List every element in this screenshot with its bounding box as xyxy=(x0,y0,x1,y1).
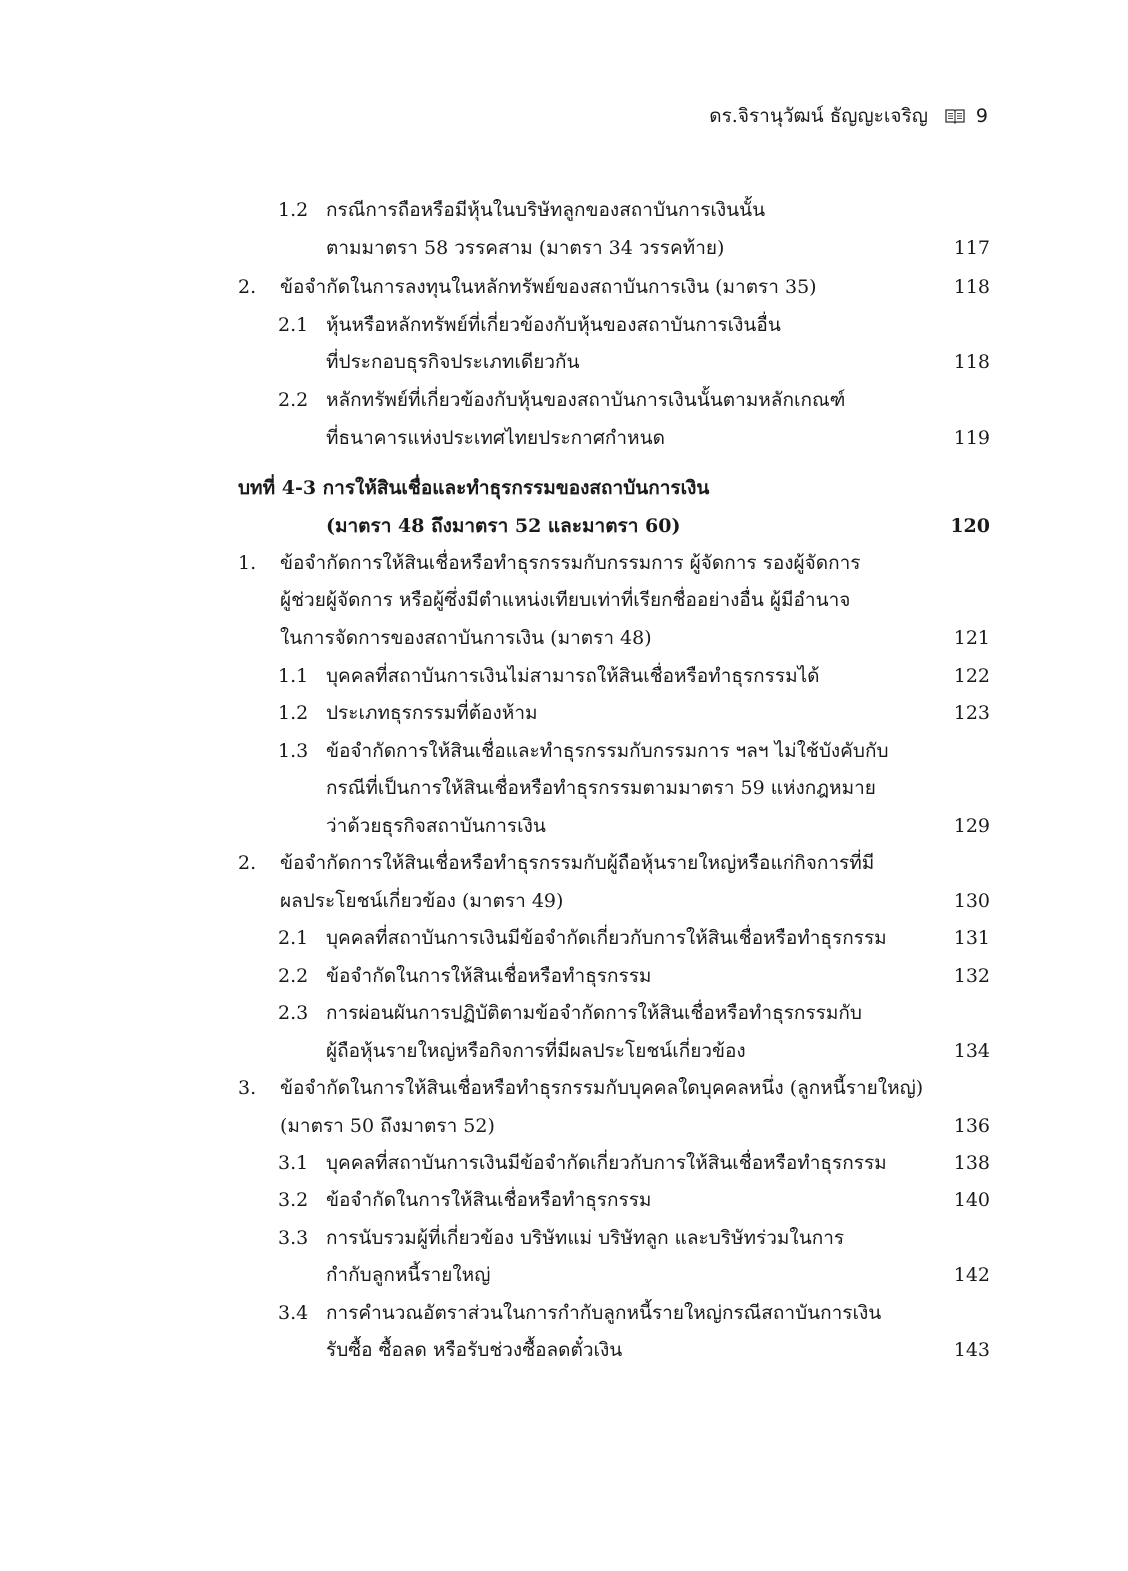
toc-entry-number: 3.2 xyxy=(278,1189,309,1211)
toc-entry-title: ข้อจำกัดการให้สินเชื่อและทำธุรกรรมกับกรรมการ ฯลฯ ไม่ใช้บังคับกับ xyxy=(326,740,889,762)
toc-entry xyxy=(0,1220,1128,1257)
toc-entry xyxy=(0,620,1128,657)
toc-entry xyxy=(0,420,1128,457)
toc-entry-title: ข้อจำกัดในการลงทุนในหลักทรัพย์ของสถาบันการเงิน (มาตรา 35) xyxy=(280,276,817,298)
toc-entry-title: ผู้ถือหุ้นรายใหญ่หรือกิจการที่มีผลประโยชน์เกี่ยวข้อง xyxy=(326,1040,746,1062)
toc-entry-page: 134 xyxy=(953,1040,990,1062)
toc-entry-number: 3.4 xyxy=(278,1302,309,1324)
toc-entry-title: ประเภทธุรกรรมที่ต้องห้าม xyxy=(326,702,538,724)
toc-entry-title: ที่ประกอบธุรกิจประเภทเดียวกัน xyxy=(326,351,580,373)
toc-entry-number: 2.1 xyxy=(278,927,309,949)
toc-entry-number: 1. xyxy=(238,552,257,574)
toc-entry-title: ข้อจำกัดในการให้สินเชื่อหรือทำธุรกรรมกับบุคคลใดบุคคลหนึ่ง (ลูกหนี้รายใหญ่) xyxy=(280,1077,924,1099)
chapter-page: 120 xyxy=(950,515,990,537)
toc-entry xyxy=(0,545,1128,582)
toc-entry-title: หลักทรัพย์ที่เกี่ยวข้องกับหุ้นของสถาบันการเงินนั้นตามหลักเกณฑ์ xyxy=(326,389,846,411)
toc-entry-number: 2.1 xyxy=(278,314,309,336)
toc-entry xyxy=(0,192,1128,229)
toc-entry-title: บุคคลที่สถาบันการเงินมีข้อจำกัดเกี่ยวกับการให้สินเชื่อหรือทำธุรกรรม xyxy=(326,927,887,949)
toc-entry-title: ข้อจำกัดการให้สินเชื่อหรือทำธุรกรรมกับกรรมการ ผู้จัดการ รองผู้จัดการ xyxy=(280,552,861,574)
toc-entry xyxy=(0,658,1128,695)
toc-entry xyxy=(0,1332,1128,1369)
toc-entry xyxy=(0,1295,1128,1332)
toc-entry xyxy=(0,695,1128,732)
toc-entry xyxy=(0,958,1128,995)
toc-entry-number: 1.2 xyxy=(278,199,309,221)
toc-entry xyxy=(0,307,1128,344)
toc-entry-title: หุ้นหรือหลักทรัพย์ที่เกี่ยวข้องกับหุ้นของสถาบันการเงินอื่น xyxy=(326,314,781,336)
toc-entry-page: 118 xyxy=(953,351,990,373)
toc-entry xyxy=(0,770,1128,807)
toc-entry-title: ที่ธนาคารแห่งประเทศไทยประกาศกำหนด xyxy=(326,427,665,449)
toc-entry-page: 129 xyxy=(953,815,990,837)
toc-entry-title: ผลประโยชน์เกี่ยวข้อง (มาตรา 49) xyxy=(280,890,564,912)
toc-entry-title: กรณีที่เป็นการให้สินเชื่อหรือทำธุรกรรมตามมาตรา 59 แห่งกฎหมาย xyxy=(326,777,876,799)
toc-entry-title: ในการจัดการของสถาบันการเงิน (มาตรา 48) xyxy=(280,627,652,649)
chapter-title: บทที่ 4-3 การให้สินเชื่อและทำธุรกรรมของสถาบันการเงิน xyxy=(238,477,710,499)
toc-entry xyxy=(0,1033,1128,1070)
toc-entry xyxy=(0,269,1128,306)
toc-entry-title: ผู้ช่วยผู้จัดการ หรือผู้ซึ่งมีตำแหน่งเทียบเท่าที่เรียกชื่ออย่างอื่น ผู้มีอำนาจ xyxy=(280,589,851,611)
page-number: 9 xyxy=(975,105,988,127)
toc-entry-page: 123 xyxy=(953,702,990,724)
toc-entry-page: 140 xyxy=(953,1189,990,1211)
toc-entry xyxy=(0,920,1128,957)
toc-entry xyxy=(0,1145,1128,1182)
toc-entry xyxy=(0,808,1128,845)
toc-entry-number: 2. xyxy=(238,276,257,298)
toc-entry-page: 138 xyxy=(953,1152,990,1174)
toc-entry-page: 130 xyxy=(953,890,990,912)
toc-entry-page: 136 xyxy=(953,1115,990,1137)
toc-entry-title: บุคคลที่สถาบันการเงินมีข้อจำกัดเกี่ยวกับการให้สินเชื่อหรือทำธุรกรรม xyxy=(326,1152,887,1174)
toc-entry-title: การคำนวณอัตราส่วนในการกำกับลูกหนี้รายใหญ่กรณีสถาบันการเงิน xyxy=(326,1302,882,1324)
toc-entry-title: ข้อจำกัดในการให้สินเชื่อหรือทำธุรกรรม xyxy=(326,1189,652,1211)
toc-entry-page: 142 xyxy=(953,1264,990,1286)
toc-entry-page: 117 xyxy=(953,237,990,259)
toc-entry-title: การผ่อนผันการปฏิบัติตามข้อจำกัดการให้สินเชื่อหรือทำธุรกรรมกับ xyxy=(326,1002,862,1024)
toc-entry xyxy=(0,582,1128,619)
toc-entry-page: 131 xyxy=(953,927,990,949)
toc-entry-number: 3.3 xyxy=(278,1227,309,1249)
toc-entry-number: 1.1 xyxy=(278,665,309,687)
toc-entry-title: ว่าด้วยธุรกิจสถาบันการเงิน xyxy=(326,815,546,837)
chapter-heading xyxy=(0,470,1128,507)
toc-entry xyxy=(0,382,1128,419)
toc-entry-page: 122 xyxy=(953,665,990,687)
running-header xyxy=(709,104,988,128)
toc-entry-number: 2.2 xyxy=(278,965,309,987)
toc-entry xyxy=(0,733,1128,770)
toc-entry-number: 1.2 xyxy=(278,702,309,724)
toc-entry xyxy=(0,995,1128,1032)
toc-entry-number: 2.3 xyxy=(278,1002,309,1024)
toc-entry xyxy=(0,1070,1128,1107)
toc-entry xyxy=(0,845,1128,882)
toc-entry xyxy=(0,230,1128,267)
chapter-subtitle: (มาตรา 48 ถึงมาตรา 52 และมาตรา 60) xyxy=(326,515,681,537)
toc-entry-title: รับซื้อ ซื้อลด หรือรับช่วงซื้อลดตั๋วเงิน xyxy=(326,1339,623,1361)
toc-entry-page: 118 xyxy=(953,276,990,298)
author-name: ดร.จิรานุวัฒน์ ธัญญะเจริญ xyxy=(709,105,928,127)
toc-entry-page: 143 xyxy=(953,1339,990,1361)
toc-entry-number: 3.1 xyxy=(278,1152,309,1174)
chapter-heading-continued xyxy=(0,508,1128,545)
toc-entry-page: 132 xyxy=(953,965,990,987)
toc-entry-title: กำกับลูกหนี้รายใหญ่ xyxy=(326,1264,491,1286)
toc-entry xyxy=(0,1182,1128,1219)
toc-entry-page: 121 xyxy=(953,627,990,649)
toc-entry-number: 2.2 xyxy=(278,389,309,411)
toc-entry-title: การนับรวมผู้ที่เกี่ยวข้อง บริษัทแม่ บริษัทลูก และบริษัทร่วมในการ xyxy=(326,1227,845,1249)
toc-entry-title: ข้อจำกัดการให้สินเชื่อหรือทำธุรกรรมกับผู้ถือหุ้นรายใหญ่หรือแก่กิจการที่มี xyxy=(280,852,875,874)
toc-entry-title: กรณีการถือหรือมีหุ้นในบริษัทลูกของสถาบันการเงินนั้น xyxy=(326,199,766,221)
toc-entry-number: 2. xyxy=(238,852,257,874)
toc-entry-title: ข้อจำกัดในการให้สินเชื่อหรือทำธุรกรรม xyxy=(326,965,652,987)
toc-entry xyxy=(0,344,1128,381)
toc-entry-number: 3. xyxy=(238,1077,257,1099)
toc-entry xyxy=(0,883,1128,920)
toc-entry xyxy=(0,1257,1128,1294)
toc-entry-title: ตามมาตรา 58 วรรคสาม (มาตรา 34 วรรคท้าย) xyxy=(326,237,725,259)
toc-entry xyxy=(0,1108,1128,1145)
toc-entry-page: 119 xyxy=(953,427,990,449)
toc-entry-title: (มาตรา 50 ถึงมาตรา 52) xyxy=(280,1115,495,1137)
book-icon xyxy=(944,107,966,125)
toc-entry-title: บุคคลที่สถาบันการเงินไม่สามารถให้สินเชื่อหรือทำธุรกรรมได้ xyxy=(326,665,820,687)
toc-entry-number: 1.3 xyxy=(278,740,309,762)
